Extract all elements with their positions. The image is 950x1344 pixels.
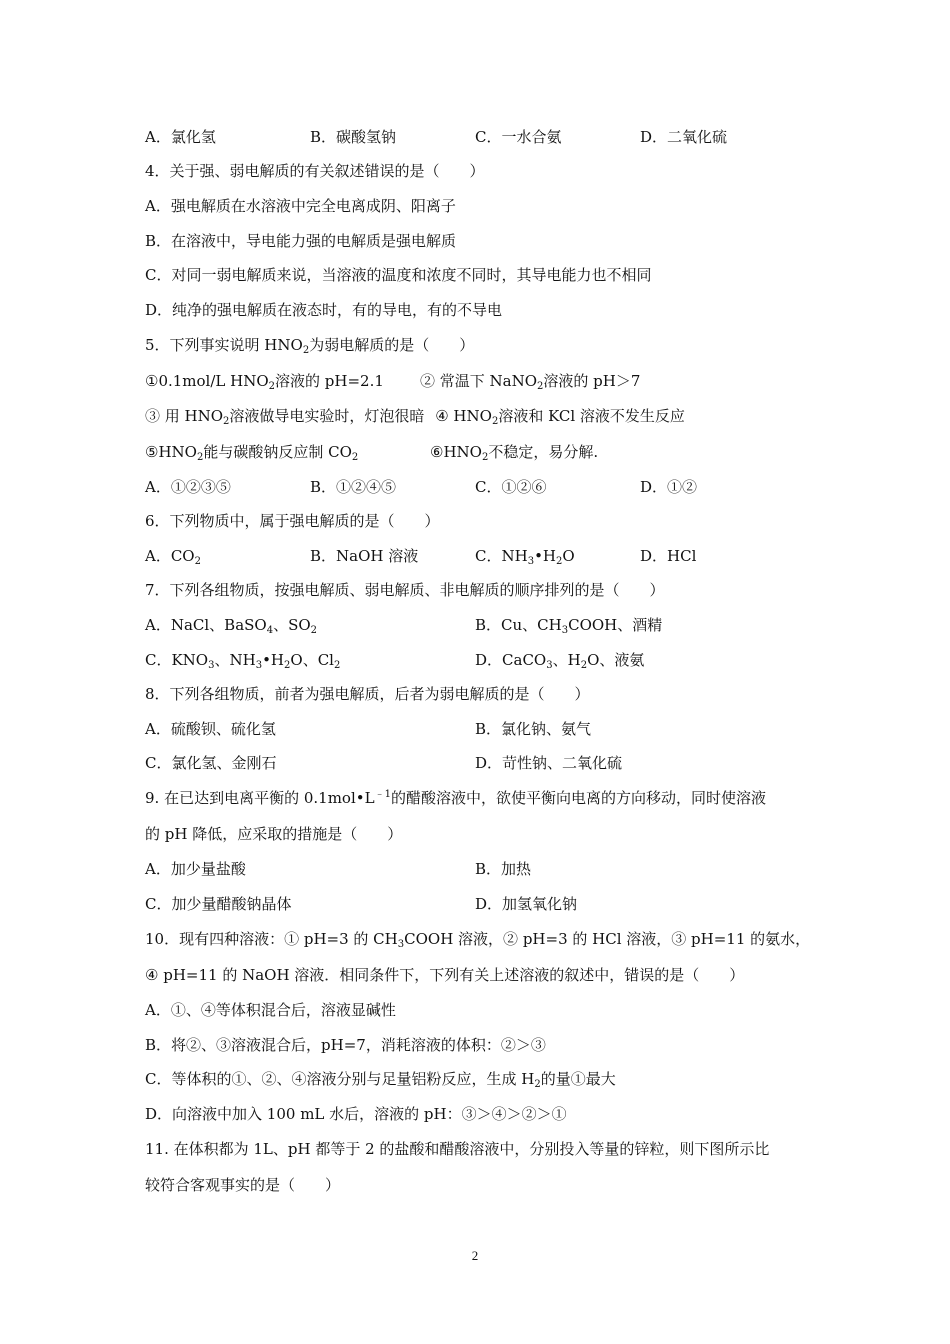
q9-option-b: B．加热 [475, 860, 532, 878]
q5-option-d: D．①② [640, 478, 698, 496]
q5-statement-4: ④ $HNO_2$溶液和 KCl 溶液不发生反应 [435, 407, 685, 427]
q11-stem-line2: 较符合客观事实的是（ ） [145, 1176, 341, 1194]
q6-stem: 6．下列物质中，属于强电解质的是（ ） [145, 512, 440, 530]
q8-option-d: D．苛性钠、二氧化硫 [475, 754, 623, 772]
q5-stem: 5．下列事实说明 $HNO_2$为弱电解质的是（ ） [145, 336, 475, 356]
q9-option-a: A．加少量盐酸 [145, 860, 246, 878]
q4-stem: 4．关于强、弱电解质的有关叙述错误的是（ ） [145, 162, 485, 180]
q9-stem-line2: 的 pH 降低，应采取的措施是（ ） [145, 825, 403, 843]
q4-option-d: D．纯净的强电解质在液态时，有的导电，有的不导电 [145, 301, 503, 319]
q10-stem-line2: ④ pH=11 的 NaOH 溶液．相同条件下，下列有关上述溶液的叙述中，错误的是（ ） [145, 966, 745, 984]
q11-stem: 11. 在体积都为 1L、pH 都等于 2 的盐酸和醋酸溶液中，分别投入等量的锌粒，则下图所示比 [145, 1140, 770, 1158]
q3-option-d: D．二氧化硫 [640, 128, 728, 146]
q6-option-c: C．$NH_3•H_2O$ [475, 547, 575, 567]
q5-statement-5: $⑤HNO_2$能与碳酸钠反应制 $CO_2$ [145, 443, 359, 463]
q5-option-a: A．①②③⑤ [145, 478, 231, 496]
q4-option-c: C．对同一弱电解质来说，当溶液的温度和浓度不同时，其导电能力也不相同 [145, 266, 652, 284]
q8-option-c: C．氯化氢、金刚石 [145, 754, 277, 772]
q10-option-d: D．向溶液中加入 100 mL 水后，溶液的 pH：③＞④＞②＞① [145, 1105, 567, 1123]
q7-option-d: D．CaCO$_3$、$H_2O$、液氨 [475, 651, 645, 671]
page-number: 2 [471, 1248, 479, 1263]
q7-option-c: C．$KNO_3$、$NH_3•H_2O$、$Cl_2$ [145, 651, 341, 671]
q6-option-d: D．HCl [640, 547, 697, 565]
q4-option-b: B．在溶液中，导电能力强的电解质是强电解质 [145, 232, 457, 250]
q5-option-b: B．①②④⑤ [310, 478, 397, 496]
q8-option-a: A．硫酸钡、硫化氢 [145, 720, 276, 738]
q10-option-b: B．将②、③溶液混合后，pH=7，消耗溶液的体积：②＞③ [145, 1036, 546, 1054]
q6-option-b: B．NaOH 溶液 [310, 547, 419, 565]
q8-option-b: B．氯化钠、氨气 [475, 720, 592, 738]
q9-stem: 9. 在已达到电离平衡的 $0.1mol•L^{﹣1}$的醋酸溶液中，欲使平衡向电离的方向移动，同时使溶液 [145, 789, 766, 807]
q10-option-c: C．等体积的①、②、④溶液分别与足量铝粉反应，生成 $H_2$的量①最大 [145, 1070, 616, 1090]
q5-statement-2: ② 常温下 NaNO$_2$溶液的 pH＞7 [420, 372, 641, 392]
q6-option-a: A．$CO_2$ [145, 547, 201, 567]
q5-option-c: C．①②⑥ [475, 478, 547, 496]
q5-statement-6: $⑥HNO_2$不稳定，易分解. [430, 443, 599, 463]
q10-option-a: A．①、④等体积混合后，溶液显碱性 [145, 1001, 396, 1019]
q3-option-a: A．氯化氢 [145, 128, 216, 146]
q4-option-a: A．强电解质在水溶液中完全电离成阴、阳离子 [145, 197, 456, 215]
q3-option-b: B．碳酸氢钠 [310, 128, 397, 146]
q5-statements-3-4 [145, 405, 685, 427]
q7-option-b: B．Cu、$CH_3COOH$、酒精 [475, 616, 663, 636]
q7-option-a: A．NaCl、BaSO$_4$、$SO_2$ [145, 616, 318, 636]
q3-option-c: C．一水合氨 [475, 128, 562, 146]
q9-option-c: C．加少量醋酸钠晶体 [145, 895, 292, 913]
q10-stem: 10．现有四种溶液：① pH=3 的 $CH_3COOH$ 溶液，② pH=3 的 HCl 溶液，③ pH=11 的氨水， [145, 930, 811, 950]
q8-stem: 8．下列各组物质，前者为强电解质，后者为弱电解质的是（ ） [145, 685, 590, 703]
q5-statement-3: ③ 用 $HNO_2$溶液做导电实验时，灯泡很暗 [145, 407, 425, 427]
q5-statement-1: ①0.1mol/L $HNO_2$溶液的 pH=2.1 [145, 372, 384, 392]
q7-stem: 7．下列各组物质，按强电解质、弱电解质、非电解质的顺序排列的是（ ） [145, 581, 665, 599]
q9-option-d: D．加氢氧化钠 [475, 895, 578, 913]
